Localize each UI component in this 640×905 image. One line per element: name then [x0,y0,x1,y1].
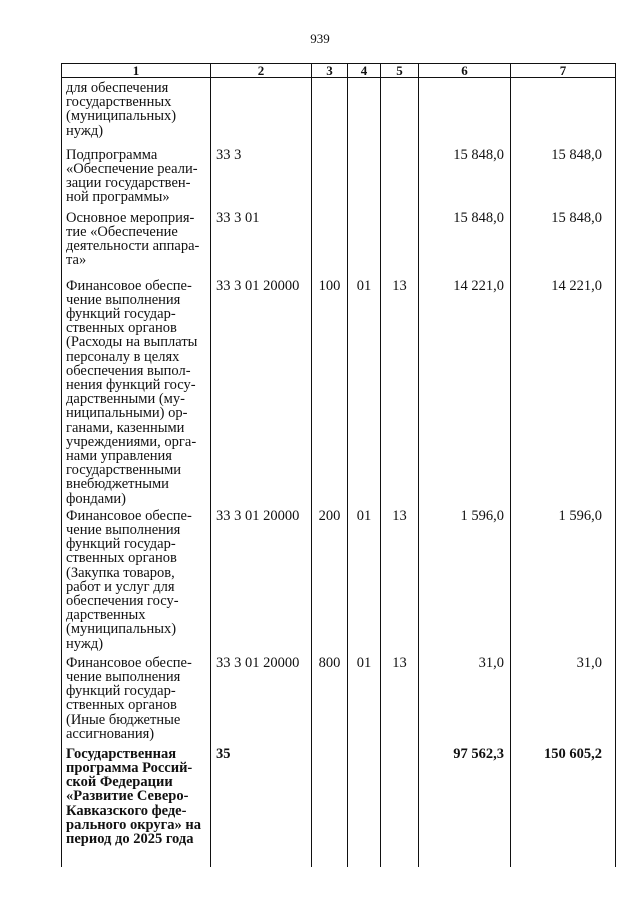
row-code: 35 [211,744,312,867]
row-sum-1: 97 562,3 [419,744,511,867]
row-vr: 800 [312,653,348,744]
table-row [62,208,616,276]
row-pr [381,744,419,867]
row-rz [348,145,381,208]
row-sum-1: 31,0 [419,653,511,744]
row-sum-1: 15 848,0 [419,145,511,208]
table-row [62,506,616,653]
row-code [211,78,312,145]
row-sum-2: 1 596,0 [511,506,616,653]
row-vr [312,744,348,867]
column-header: 1 [62,64,211,78]
row-code: 33 3 01 [211,208,312,276]
row-pr [381,208,419,276]
row-name: Финансовое обеспе- чение выполнения функций государ- ственных органов (Расходы на выплаты персоналу в целях обеспечения выпол- нения функций госу- дарственными (му- ниципальными) ор- ганами, казенными учреждениями, орга- нами управления государственными внебюджетными фондами) [62,276,211,506]
row-sum-2: 14 221,0 [511,276,616,506]
row-code: 33 3 [211,145,312,208]
table-row [62,744,616,867]
row-rz [348,78,381,145]
row-sum-1 [419,78,511,145]
row-name: Основное мероприя- тие «Обеспечение деятельности аппара- та» [62,208,211,276]
row-code: 33 3 01 20000 [211,506,312,653]
column-header: 6 [419,64,511,78]
table-row [62,276,616,506]
page-number: 939 [310,31,330,46]
column-header: 4 [348,64,381,78]
row-pr: 13 [381,506,419,653]
row-name: Подпрограмма «Обеспечение реали- зации государствен- ной программы» [62,145,211,208]
row-pr [381,78,419,145]
row-rz [348,208,381,276]
column-header: 7 [511,64,616,78]
row-vr: 100 [312,276,348,506]
row-rz: 01 [348,506,381,653]
row-sum-2: 31,0 [511,653,616,744]
row-sum-2: 15 848,0 [511,208,616,276]
row-pr [381,145,419,208]
row-pr: 13 [381,276,419,506]
column-header: 5 [381,64,419,78]
table-row [62,78,616,145]
row-sum-1: 15 848,0 [419,208,511,276]
row-sum-2 [511,78,616,145]
column-header: 2 [211,64,312,78]
row-sum-1: 14 221,0 [419,276,511,506]
row-sum-2: 150 605,2 [511,744,616,867]
row-code: 33 3 01 20000 [211,653,312,744]
row-name: Государственная программа Россий- ской Федерации «Развитие Северо- Кавказского феде- рального округа» на период до 2025 года [62,744,211,867]
row-vr [312,145,348,208]
column-number-row [62,64,616,78]
row-name: для обеспечения государственных (муниципальных) нужд) [62,78,211,145]
row-name: Финансовое обеспе- чение выполнения функций государ- ственных органов (Закупка товаров, работ и услуг для обеспечения госу- дарственных (муниципальных) нужд) [62,506,211,653]
row-vr: 200 [312,506,348,653]
table-row [62,653,616,744]
row-vr [312,208,348,276]
row-pr: 13 [381,653,419,744]
budget-table [61,63,616,867]
row-sum-2: 15 848,0 [511,145,616,208]
row-rz [348,744,381,867]
table-row [62,145,616,208]
row-rz: 01 [348,653,381,744]
row-sum-1: 1 596,0 [419,506,511,653]
row-code: 33 3 01 20000 [211,276,312,506]
row-rz: 01 [348,276,381,506]
row-name: Финансовое обеспе- чение выполнения функций государ- ственных органов (Иные бюджетные ассигнования) [62,653,211,744]
row-vr [312,78,348,145]
column-header: 3 [312,64,348,78]
